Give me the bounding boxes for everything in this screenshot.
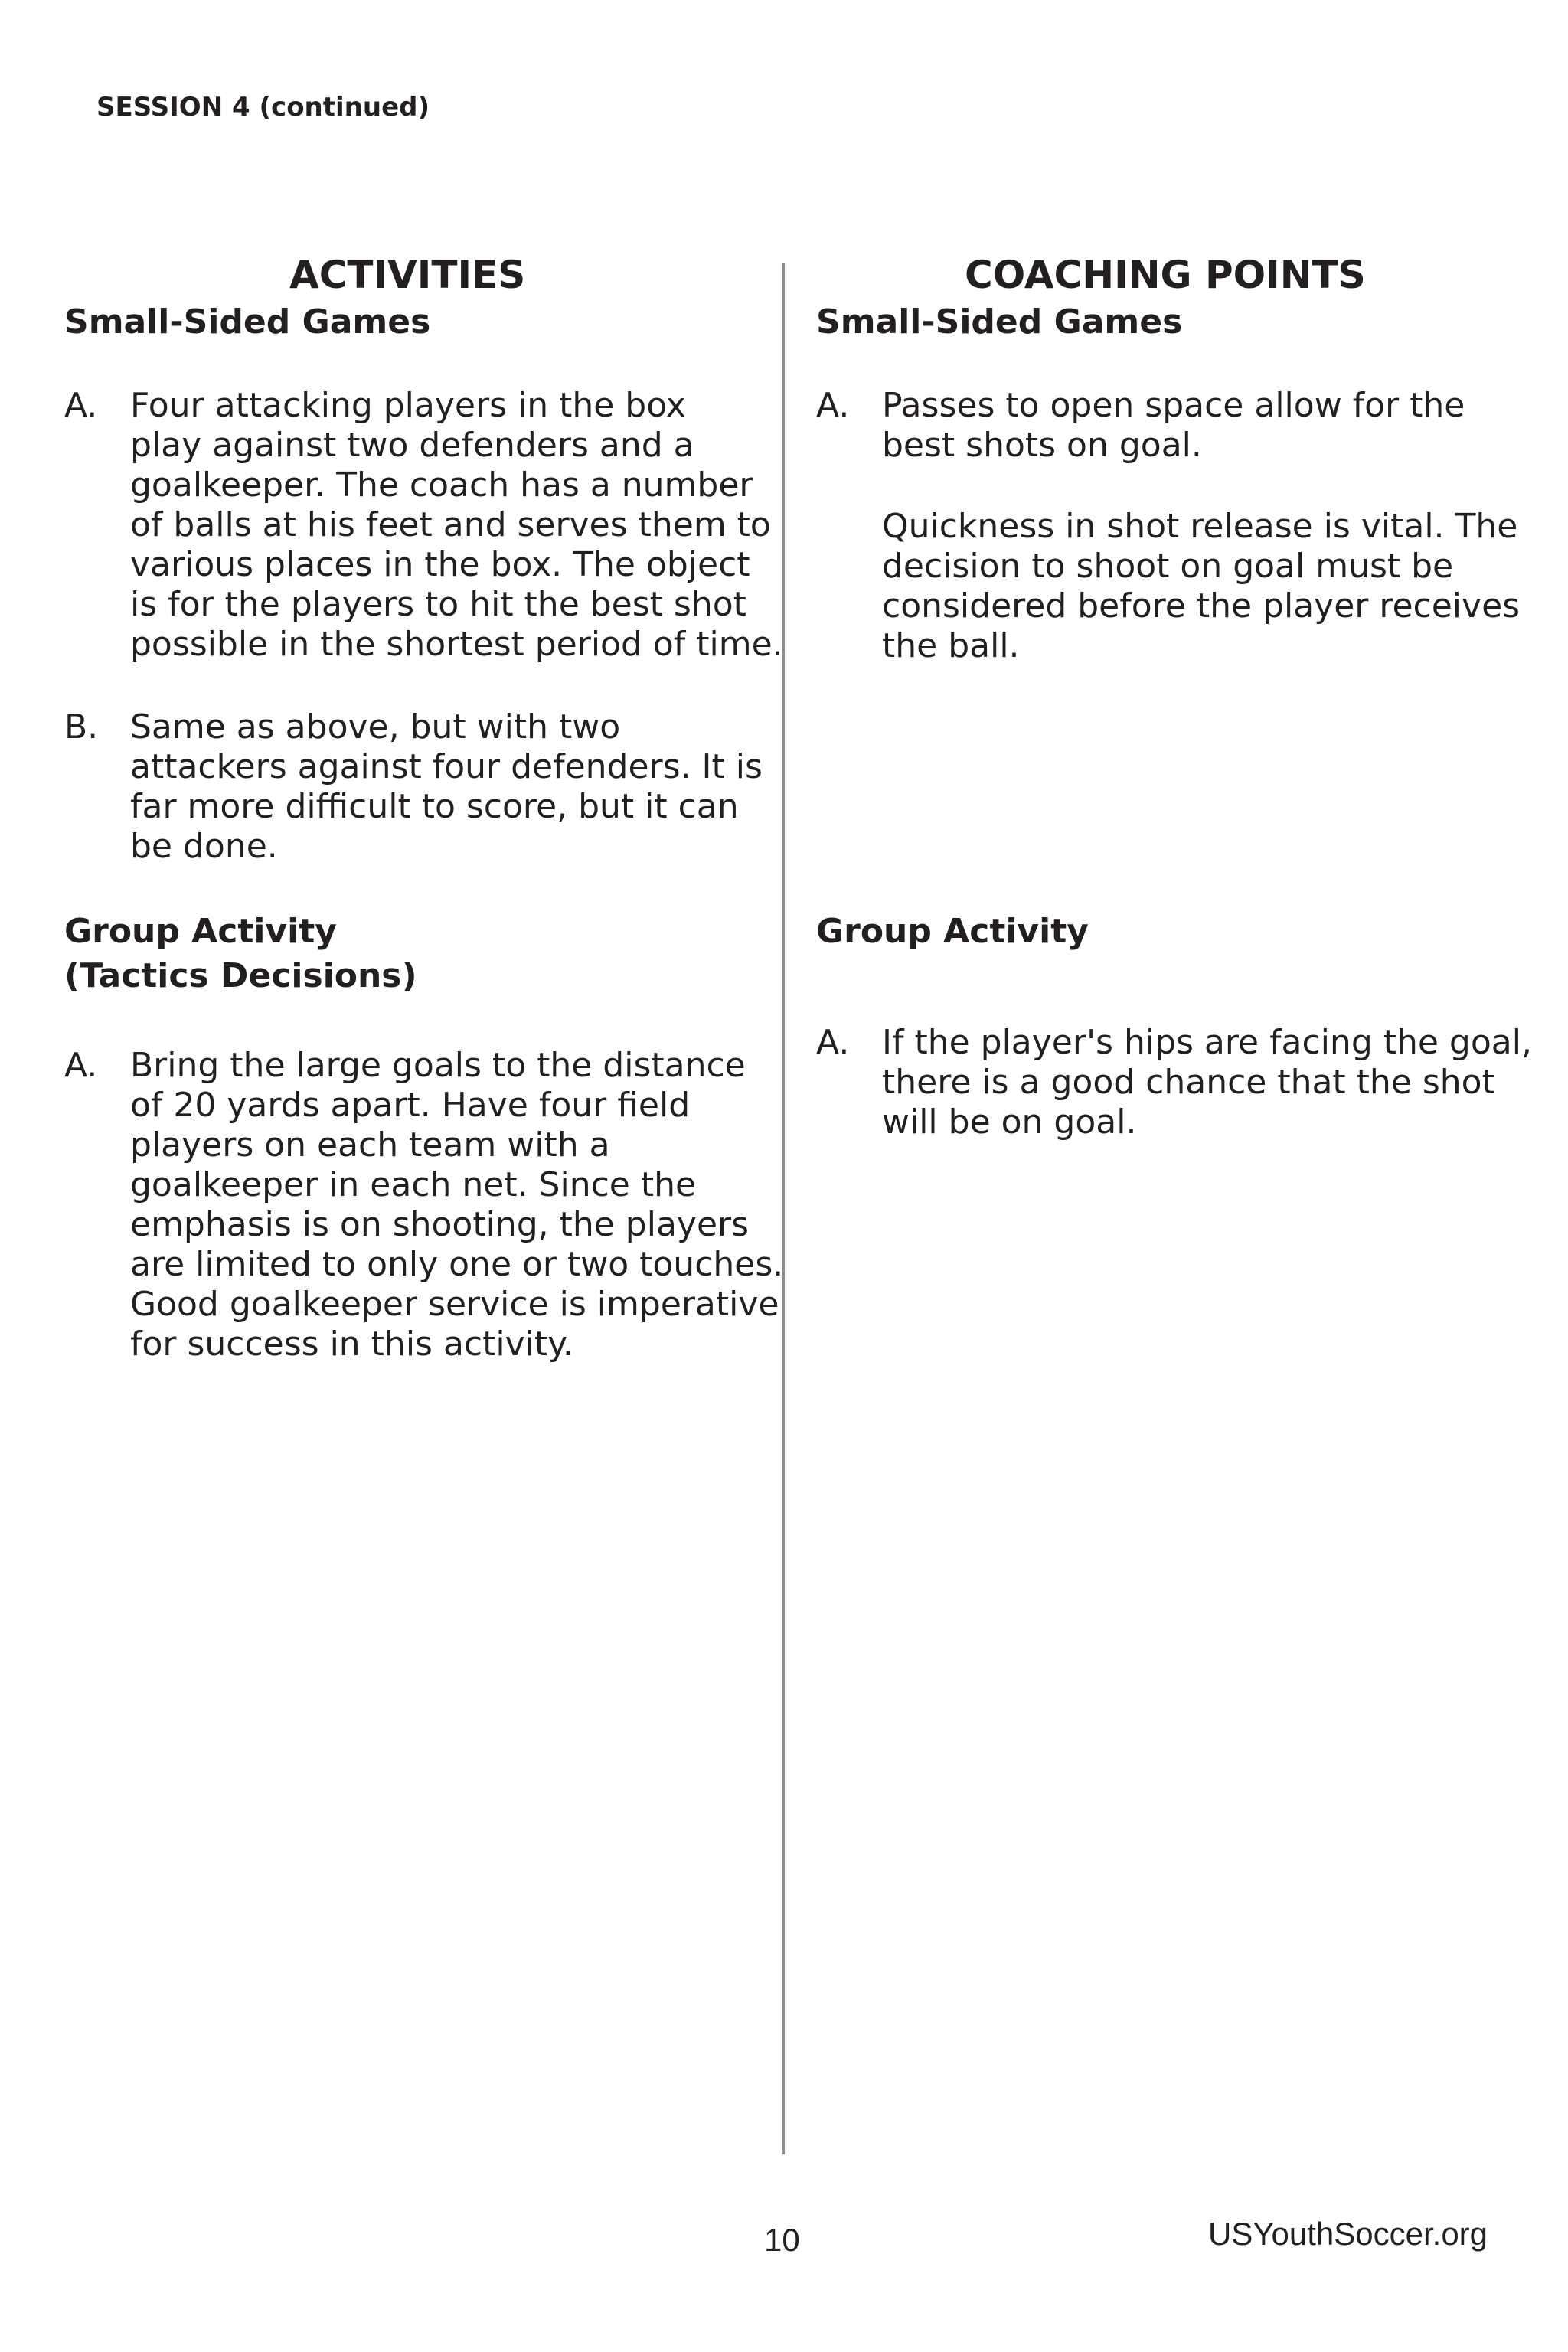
site-url: USYouthSoccer.org [1208, 2216, 1488, 2252]
coaching-small-sided-paragraph: Quickness in shot release is vital. The decision to shoot on goal must be considered before the player receives the ball. [882, 507, 1521, 665]
item-marker: A. [816, 386, 850, 425]
item-text: Same as above, but with two attackers against four defenders. It is far more difficult to score, but it can be done. [130, 707, 763, 866]
page-number: 10 [764, 2222, 800, 2258]
item-marker: A. [816, 1023, 850, 1062]
item-text: Passes to open space allow for the best shots on goal. [882, 386, 1465, 465]
activities-group-subheading: (Tactics Decisions) [64, 956, 417, 995]
item-marker: A. [64, 1046, 98, 1085]
coaching-small-sided-heading: Small-Sided Games [816, 302, 1183, 341]
activities-group-heading: Group Activity [64, 912, 337, 951]
item-text: If the player's hips are facing the goal, there is a good chance that the shot will be on goal. [882, 1023, 1532, 1142]
item-marker: A. [64, 386, 98, 425]
activities-small-sided-heading: Small-Sided Games [64, 302, 431, 341]
session-label: SESSION 4 (continued) [96, 92, 430, 122]
item-text: Four attacking players in the box play against two defenders and a goalkeeper. The coach has a number of balls at his feet and serves them to various places in the box. The object is for the players to hit the best shot possible in the shortest period of time. [130, 386, 783, 664]
item-marker: B. [64, 707, 99, 746]
coaching-title: COACHING POINTS [965, 253, 1366, 297]
coaching-group-heading: Group Activity [816, 912, 1089, 951]
item-text: Bring the large goals to the distance of 20 yards apart. Have four field players on each team with a goalkeeper in each net. Since the emphasis is on shooting, the players are limited to only one or two touches. Good goalkeeper service is imperative for success in this activity. [130, 1046, 784, 1364]
activities-title: ACTIVITIES [289, 253, 526, 297]
